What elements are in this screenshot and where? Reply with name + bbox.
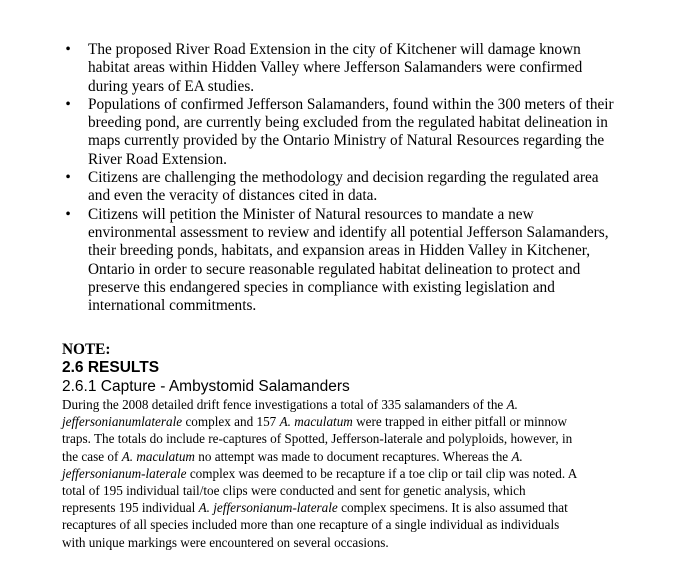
bullet-text-line: River Road Extension. xyxy=(88,150,227,168)
paragraph-line xyxy=(62,396,642,413)
bullet-text-line: preserve this endangered species in compliance with existing legislation and xyxy=(88,278,555,296)
text-run: with unique markings were encountered on several occasions. xyxy=(62,534,389,550)
paragraph-line xyxy=(62,448,642,465)
paragraph-line xyxy=(62,413,642,430)
text-run: traps. The totals do include re-captures of Spotted, Jefferson-laterale and polyploids, however, in xyxy=(62,431,573,447)
paragraph-line xyxy=(62,465,642,482)
species-name: A. jeffersonianum-laterale xyxy=(198,500,338,516)
bullet-item xyxy=(62,41,642,96)
bullet-marker: • xyxy=(65,169,71,187)
species-name: A. maculatum xyxy=(279,414,353,430)
bullet-item xyxy=(62,169,642,206)
bullet-text-line: their breeding ponds, habitats, and expansion areas in Hidden Valley in Kitchener, xyxy=(88,242,591,260)
paragraph-line xyxy=(62,430,642,447)
text-run: total of 195 individual tail/toe clips were conducted and sent for genetic analysis, which xyxy=(62,483,526,499)
text-run: recaptures of all species included more than one recapture of a single individual as individuals xyxy=(62,517,560,533)
bullet-marker: • xyxy=(65,41,71,58)
bullet-text-line: Ontario in order to secure reasonable regulated habitat delineation to protect and xyxy=(88,260,581,278)
paragraph-line xyxy=(62,499,642,516)
paragraph-line xyxy=(62,516,642,533)
bullet-text-line: breeding pond, are currently being excluded from the regulated habitat delineation in xyxy=(88,114,608,132)
bullet-text-line: The proposed River Road Extension in the city of Kitchener will damage known xyxy=(88,41,581,58)
note-label: NOTE: xyxy=(62,341,111,358)
species-name: jeffersonianum-laterale xyxy=(62,465,187,481)
species-name: A. xyxy=(511,448,523,464)
species-name: A. xyxy=(506,397,518,412)
text-run: complex and 157 xyxy=(182,414,280,430)
paragraph-line xyxy=(62,534,642,551)
bullet-text-line: and even the veracity of distances cited in data. xyxy=(88,187,378,205)
species-name: jeffersonianumlaterale xyxy=(62,414,183,430)
text-run: represents 195 individual xyxy=(62,500,199,516)
species-name: A. maculatum xyxy=(121,448,195,464)
text-run: complex was deemed to be recapture if a toe clip or tail clip was noted. A xyxy=(186,465,578,481)
bullet-list xyxy=(62,41,642,315)
bullet-text-line: environmental assessment to review and identify all potential Jefferson Salamanders, xyxy=(88,223,609,241)
text-run: the case of xyxy=(62,448,122,464)
bullet-item xyxy=(62,206,642,316)
section-heading: 2.6 RESULTS xyxy=(62,359,160,376)
bullet-item xyxy=(62,96,642,169)
bullet-text-line: international commitments. xyxy=(88,297,257,315)
bullet-text-line: during years of EA studies. xyxy=(88,77,255,95)
subsection-heading: 2.6.1 Capture - Ambystomid Salamanders xyxy=(62,378,350,395)
text-run: no attempt was made to document recaptures. Whereas the xyxy=(194,448,512,464)
bullet-marker: • xyxy=(65,95,71,113)
text-run: During the 2008 detailed drift fence investigations a total of 335 salamanders of the xyxy=(62,397,507,412)
text-run: were trapped in either pitfall or minnow xyxy=(352,414,568,430)
paragraph-line xyxy=(62,482,642,499)
results-paragraph xyxy=(62,396,642,551)
bullet-text-line: maps currently provided by the Ontario Ministry of Natural Resources regarding the xyxy=(88,132,605,150)
bullet-text-line: Citizens will petition the Minister of Natural resources to mandate a new xyxy=(88,205,534,223)
text-run: complex specimens. It is also assumed that xyxy=(337,500,568,516)
bullet-text-line: Citizens are challenging the methodology and decision regarding the regulated area xyxy=(88,169,599,187)
bullet-marker: • xyxy=(65,205,71,223)
bullet-text-line: Populations of confirmed Jefferson Salamanders, found within the 300 meters of their xyxy=(88,95,614,113)
bullet-text-line: habitat areas within Hidden Valley where Jefferson Salamanders were confirmed xyxy=(88,59,583,77)
